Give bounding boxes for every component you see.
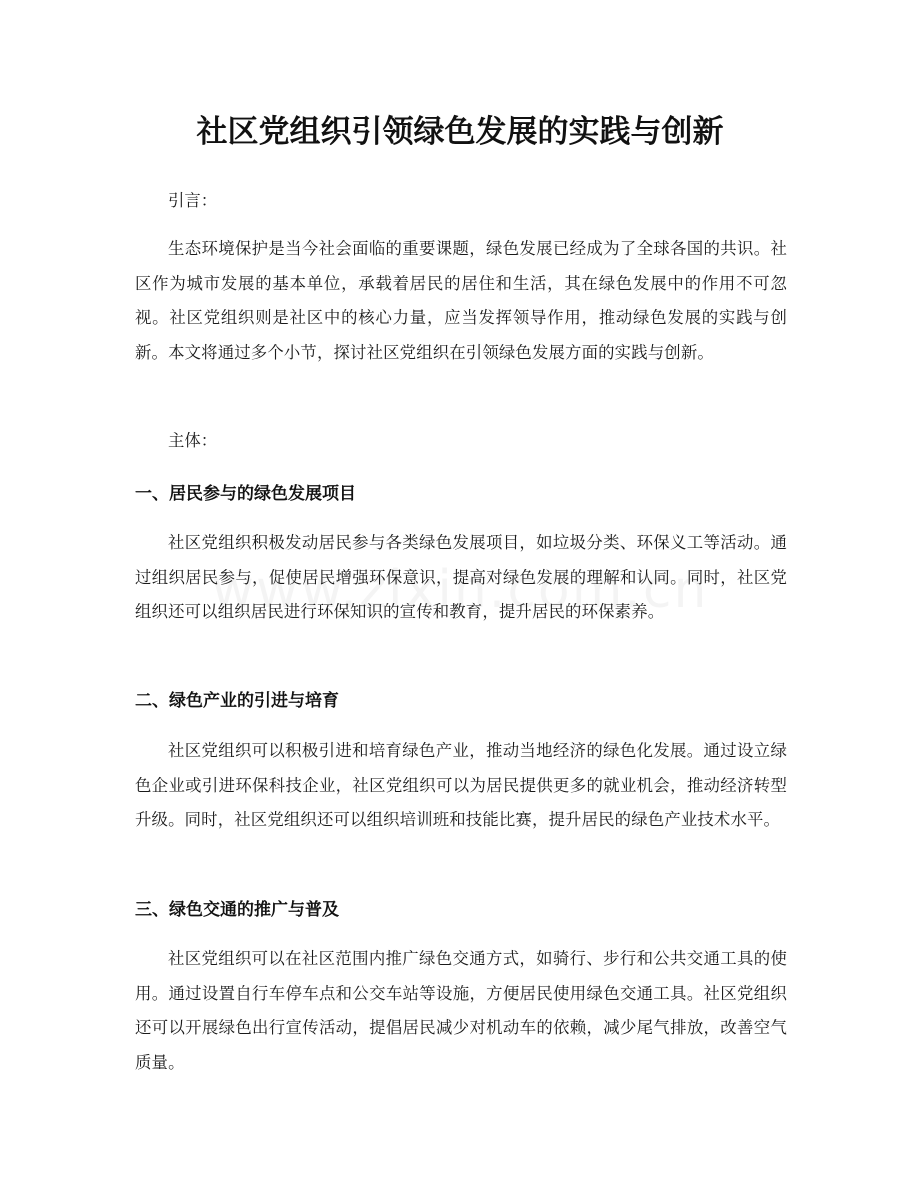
intro-paragraph: 生态环境保护是当今社会面临的重要课题，绿色发展已经成为了全球各国的共识。社区作为城市发展的基本单位，承载着居民的居住和生活，其在绿色发展中的作用不可忽视。社区党组织则是社区中的核心力量，应当发挥领导作用，推动绿色发展的实践与创新。本文将通过多个小节，探讨社区党组织在引领绿色发展方面的实践与创新。 xyxy=(135,239,787,362)
body-label: 主体： xyxy=(168,431,218,450)
section-paragraph-1: 社区党组织积极发动居民参与各类绿色发展项目，如垃圾分类、环保义工等活动。通过组织居民参与，促使居民增强环保意识，提高对绿色发展的理解和认同。同时，社区党组织还可以组织居民进行环保知识的宣传和教育，提升居民的环保素养。 xyxy=(135,533,787,621)
section-heading-1: 一、居民参与的绿色发展项目 xyxy=(135,484,356,504)
section-heading-2: 二、绿色产业的引进与培育 xyxy=(135,691,339,711)
section-heading-3: 三、绿色交通的推广与普及 xyxy=(135,900,339,920)
section-paragraph-2: 社区党组织可以积极引进和培育绿色产业，推动当地经济的绿色化发展。通过设立绿色企业或引进环保科技企业，社区党组织可以为居民提供更多的就业机会，推动经济转型升级。同时，社区党组织还可以组织培训班和技能比赛，提升居民的绿色产业技术水平。 xyxy=(135,741,787,829)
document-title: 社区党组织引领绿色发展的实践与创新 xyxy=(196,114,724,150)
intro-label: 引言： xyxy=(168,191,218,210)
section-paragraph-3: 社区党组织可以在社区范围内推广绿色交通方式，如骑行、步行和公共交通工具的使用。通过设置自行车停车点和公交车站等设施，方便居民使用绿色交通工具。社区党组织还可以开展绿色出行宣传活动，提倡居民减少对机动车的依赖，减少尾气排放，改善空气质量。 xyxy=(135,949,787,1072)
